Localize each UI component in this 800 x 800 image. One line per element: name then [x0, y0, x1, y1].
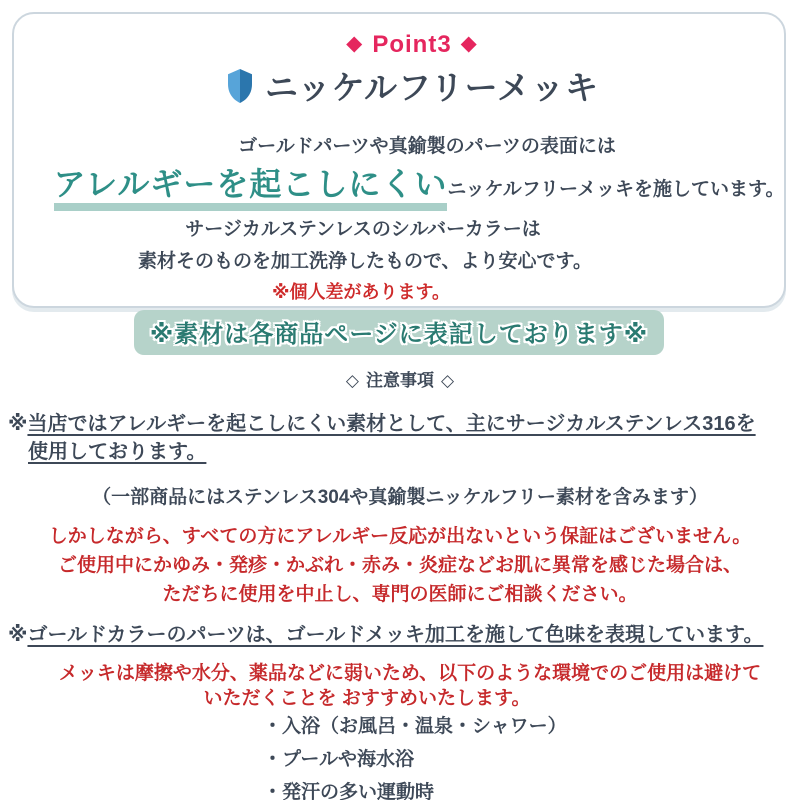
material-note-badge: ※素材は各商品ページに表記しております※: [134, 310, 664, 355]
plating-warning: [0, 661, 800, 711]
card-line-3: サージカルステンレスのシルバーカラーは: [185, 219, 541, 241]
hollow-diamond-right-icon: ◇: [441, 371, 455, 390]
allergy-warning-line-1: しかしながら、すべての方にアレルギー反応が出ないという保証はございません。: [48, 526, 752, 547]
hollow-diamond-left-icon: ◇: [345, 371, 359, 390]
card-line-4: 素材そのものを加工洗浄したもので、より安心です。: [137, 251, 593, 273]
avoid-list: [0, 717, 800, 800]
gold-color-notice: [0, 621, 800, 649]
avoid-list-item-pool: ・プールや海水浴: [263, 749, 415, 770]
asterisk-mark: ※: [8, 624, 28, 646]
card-line-2: [34, 159, 800, 205]
material-notice-line-2: 使用しております。: [28, 441, 207, 463]
allergy-warning-line-2: ご使用中にかゆみ・発疹・かぶれ・赤み・炎症などお肌に異常を感じた場合は、: [57, 555, 742, 576]
asterisk-mark: ※: [8, 413, 28, 435]
diamond-left-icon: ◆: [346, 32, 364, 55]
point-card: [12, 12, 786, 349]
card-title: [27, 62, 797, 109]
material-notice: [0, 410, 800, 466]
plating-warning-line-1: メッキは摩擦や水分、薬品などに弱いため、以下のような環境でのご使用は避けて: [58, 663, 762, 684]
gold-color-notice-text: ゴールドカラーのパーツは、ゴールドメッキ加工を施して色味を表現しています。: [27, 624, 764, 646]
highlight-suffix-text: ニッケルフリーメッキを施しています。: [447, 179, 785, 201]
avoid-list-item-sweat: ・発汗の多い運動時: [263, 782, 435, 800]
plating-warning-line-2: いただくことを おすすめいたします。: [203, 688, 531, 709]
individual-differences-note: ※個人差があります。: [271, 282, 451, 303]
notice-heading: [0, 366, 800, 391]
material-notice-line-1: 当店ではアレルギーを起こしにくい素材として、主にサージカルステンレス316を: [27, 413, 756, 435]
notice-section: [0, 366, 800, 800]
material-notice-sub: （一部商品にはステンレス304や真鍮製ニッケルフリー素材を含みます）: [92, 487, 708, 508]
allergy-highlight-text: アレルギーを起こしにくい: [54, 166, 448, 211]
allergy-warning-line-3: ただちに使用を中止し、専門の医師にご相談ください。: [162, 584, 638, 605]
shield-icon: [225, 68, 255, 104]
avoid-list-item-bathing: ・入浴（お風呂・温泉・シャワー）: [263, 716, 567, 737]
point-label-text: Point3: [372, 31, 452, 58]
card-title-text: ニッケルフリーメッキ: [264, 69, 600, 106]
diamond-right-icon: ◆: [460, 32, 478, 55]
allergy-warning: [0, 522, 800, 609]
notice-heading-text: 注意事項: [366, 371, 434, 390]
point-label: [27, 31, 797, 59]
card-line-1: ゴールドパーツや真鍮製のパーツの表面には: [238, 136, 616, 158]
